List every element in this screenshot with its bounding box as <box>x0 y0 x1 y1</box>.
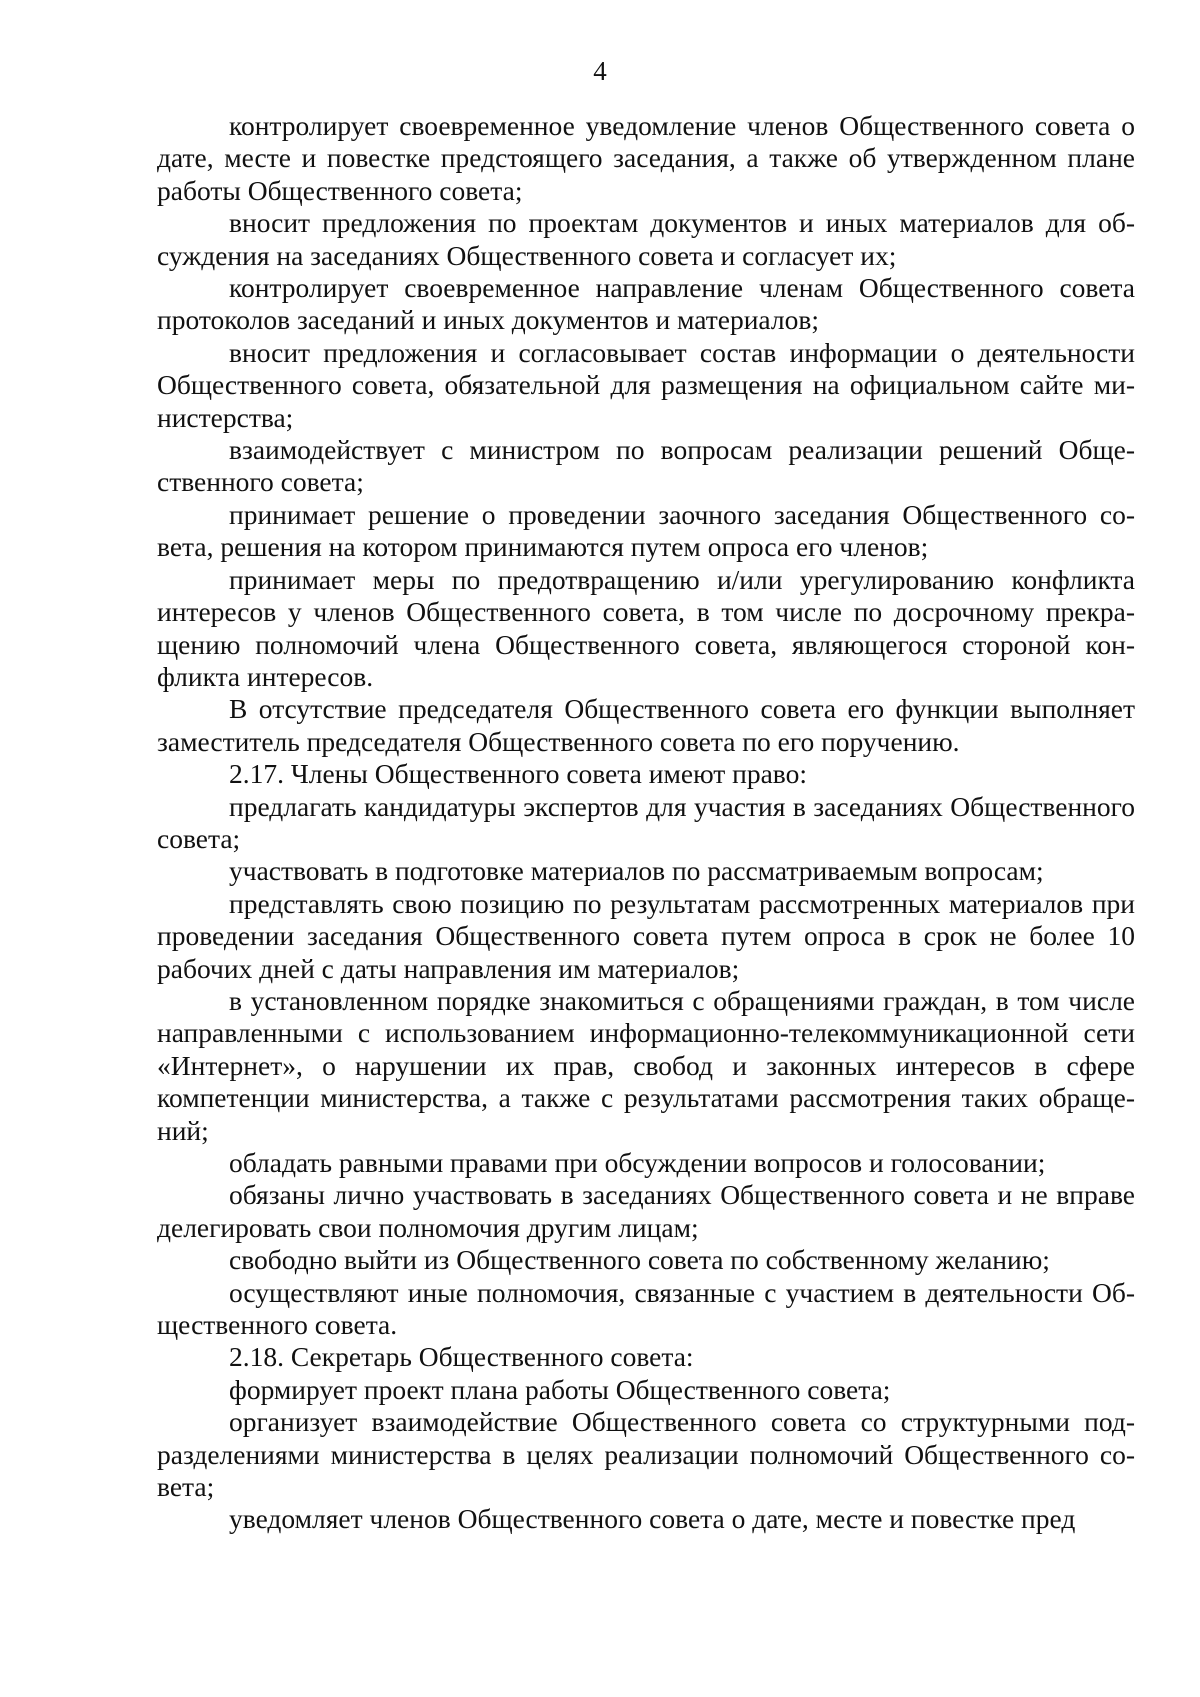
section-heading-2-18: 2.18. Секретарь Общественного совета: <box>229 1341 694 1373</box>
paragraph: взаимодействует с министром по вопросам реализации решений Общественного совета; <box>157 434 1135 498</box>
paragraph: свободно выйти из Общественного совета по собственному желанию; <box>229 1244 1050 1276</box>
paragraph: уведомляет членов Общественного совета о дате, месте и повестке пред <box>229 1503 1076 1535</box>
paragraph: принимает меры по предотвращению и/или урегулированию конфликта интересов у членов Общественного совета, в том числе по досрочному прекращению полномочий члена Общественного совета, являющегося стороной конфликта интересов. <box>157 563 1135 692</box>
paragraph: В отсутствие председателя Общественного совета его функции выполняет заместитель председателя Общественного совета по его поручению. <box>157 693 1135 757</box>
paragraph: в установленном порядке знакомиться с обращениями граждан, в том числе направленными с использованием информационно-телекоммуникационной сети «Интернет», о нарушении их прав, свобод и законных интересов в сфере компетенции министерства, а также с результатами рассмотрения таких обращений; <box>157 984 1135 1146</box>
page-number: 4 <box>593 56 607 86</box>
paragraph: участвовать в подготовке материалов по рассматриваемым вопросам; <box>229 855 1044 887</box>
paragraph: представлять свою позицию по результатам рассмотренных материалов при проведении заседания Общественного совета путем опроса в срок не более 10 рабочих дней с даты направления им материалов; <box>157 887 1135 984</box>
paragraph: контролирует своевременное уведомление членов Общественного совета о дате, месте и повестке предстоящего заседания, а также об утвержденном плане работы Общественного совета; <box>157 110 1135 206</box>
paragraph: организует взаимодействие Общественного совета со структурными подразделениями министерства в целях реализации полномочий Общественного совета; <box>157 1406 1135 1503</box>
section-heading-2-17: 2.17. Члены Общественного совета имеют право: <box>229 758 807 790</box>
paragraph: предлагать кандидатуры экспертов для участия в заседаниях Общественного совета; <box>157 790 1135 854</box>
paragraph: формирует проект плана работы Общественного совета; <box>229 1373 891 1405</box>
paragraph: осуществляют иные полномочия, связанные с участием в деятельности Общественного совета. <box>157 1276 1135 1341</box>
paragraph: вносит предложения по проектам документов и иных материалов для обсуждения на заседаниях Общественного совета и согласует их; <box>157 207 1135 271</box>
paragraph: вносит предложения и согласовывает состав информации о деятельности Общественного совета, обязательной для размещения на официальном сайте министерства; <box>157 336 1135 433</box>
paragraph: обязаны лично участвовать в заседаниях Общественного совета и не вправе делегировать свои полномочия другим лицам; <box>157 1179 1135 1243</box>
document-body <box>157 110 1135 1536</box>
paragraph: принимает решение о проведении заочного заседания Общественного совета, решения на котором принимаются путем опроса его членов; <box>157 498 1135 563</box>
paragraph: контролирует своевременное направление членам Общественного совета протоколов заседаний и иных документов и материалов; <box>157 272 1135 336</box>
paragraph: обладать равными правами при обсуждении вопросов и голосовании; <box>229 1147 1046 1178</box>
